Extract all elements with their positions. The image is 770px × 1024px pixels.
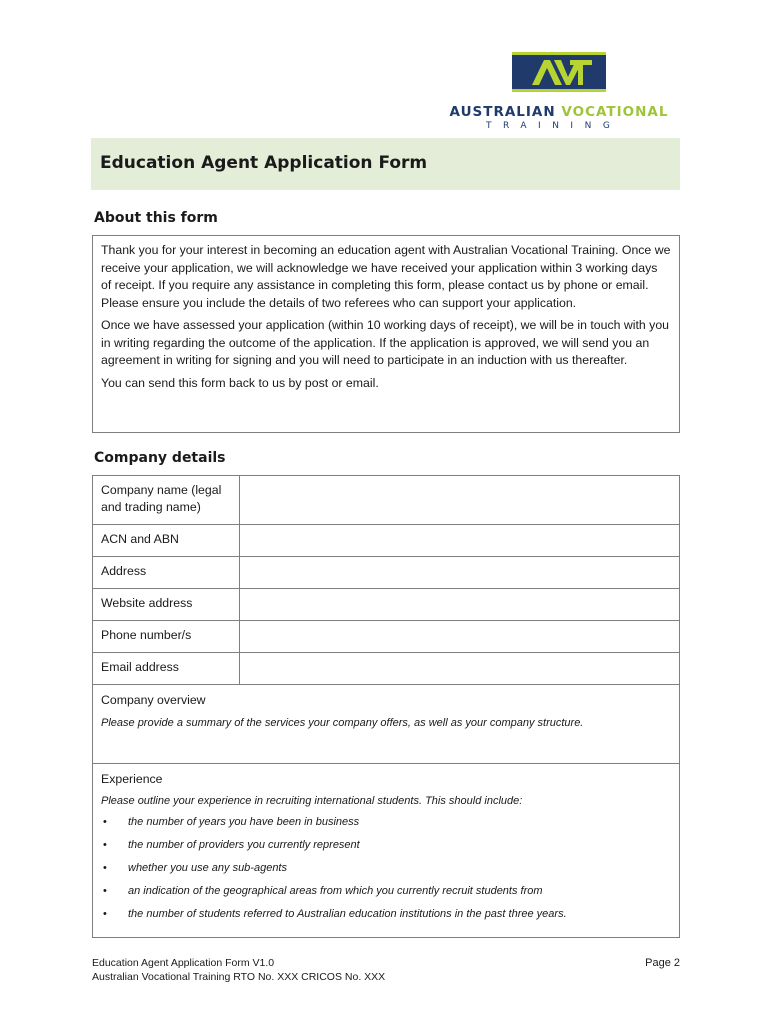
experience-bullets xyxy=(101,811,671,926)
about-paragraph: Thank you for your interest in becoming an education agent with Australian Vocational Training. Once we receive your application, we will acknowledge we have received your application within 3 working days of receipt. If you require any assistance in completing this form, please contact us by phone or email. Please ensure you include the details of two referees who can support your application. xyxy=(101,243,671,310)
about-box xyxy=(92,235,680,433)
experience-row[interactable] xyxy=(93,764,679,937)
table-row xyxy=(93,525,679,557)
company-overview-hint: Please provide a summary of the services your company offers, as well as your company structure. xyxy=(101,717,584,729)
about-paragraph: Once we have assessed your application (within 10 working days of receipt), we will be in touch with you in writing regarding the outcome of the application. If the application is approved, we will send you an agreement in writing for signing and you will need to participate in an induction with us thereafter. xyxy=(101,318,669,367)
page-footer xyxy=(92,956,680,984)
bullet-icon: • xyxy=(103,908,107,920)
table-row xyxy=(93,557,679,589)
list-item: • the number of years you have been in business xyxy=(101,811,671,834)
company-details-table xyxy=(92,475,680,938)
phone-field[interactable] xyxy=(240,621,679,652)
page-number: Page 2 xyxy=(645,957,680,969)
table-row xyxy=(93,621,679,653)
field-label: ACN and ABN xyxy=(93,525,240,556)
bullet-icon: • xyxy=(103,839,107,851)
title-band xyxy=(91,138,680,190)
bullet-icon: • xyxy=(103,885,107,897)
table-row xyxy=(93,476,679,525)
logo-mark xyxy=(512,52,606,92)
bullet-icon: • xyxy=(103,862,107,874)
about-paragraph: You can send this form back to us by post or email. xyxy=(101,375,379,390)
field-label: Phone number/s xyxy=(93,621,240,652)
list-item: • an indication of the geographical areas from which you currently recruit students from xyxy=(101,880,671,903)
email-field[interactable] xyxy=(240,653,679,684)
website-field[interactable] xyxy=(240,589,679,620)
list-item: • the number of providers you currently represent xyxy=(101,834,671,857)
company-overview-row[interactable] xyxy=(93,685,679,764)
address-field[interactable] xyxy=(240,557,679,588)
experience-label: Experience xyxy=(101,772,163,786)
footer-form-version: Education Agent Application Form V1.0 xyxy=(92,957,275,969)
logo-wordmark: AUSTRALIAN VOCATIONAL xyxy=(449,104,669,120)
footer-rto-info: Australian Vocational Training RTO No. XXX CRICOS No. XXX xyxy=(92,971,386,983)
company-overview-label: Company overview xyxy=(101,693,206,707)
field-label: Address xyxy=(93,557,240,588)
field-label: Company name (legal and trading name) xyxy=(93,476,240,524)
table-row xyxy=(93,589,679,621)
avt-logo xyxy=(446,52,672,132)
table-row xyxy=(93,653,679,685)
company-name-field[interactable] xyxy=(240,476,679,524)
acn-abn-field[interactable] xyxy=(240,525,679,556)
page-title: Education Agent Application Form xyxy=(100,153,428,173)
field-label: Email address xyxy=(93,653,240,684)
about-heading: About this form xyxy=(94,210,218,226)
experience-hint: Please outline your experience in recruiting international students. This should include: xyxy=(101,795,523,807)
logo-av-icon xyxy=(512,55,606,89)
company-heading: Company details xyxy=(94,450,226,466)
bullet-icon: • xyxy=(103,816,107,828)
logo-subword: TRAINING xyxy=(486,121,622,131)
field-label: Website address xyxy=(93,589,240,620)
list-item: • the number of students referred to Australian education institutions in the past three years. xyxy=(101,903,671,926)
list-item: • whether you use any sub-agents xyxy=(101,857,671,880)
